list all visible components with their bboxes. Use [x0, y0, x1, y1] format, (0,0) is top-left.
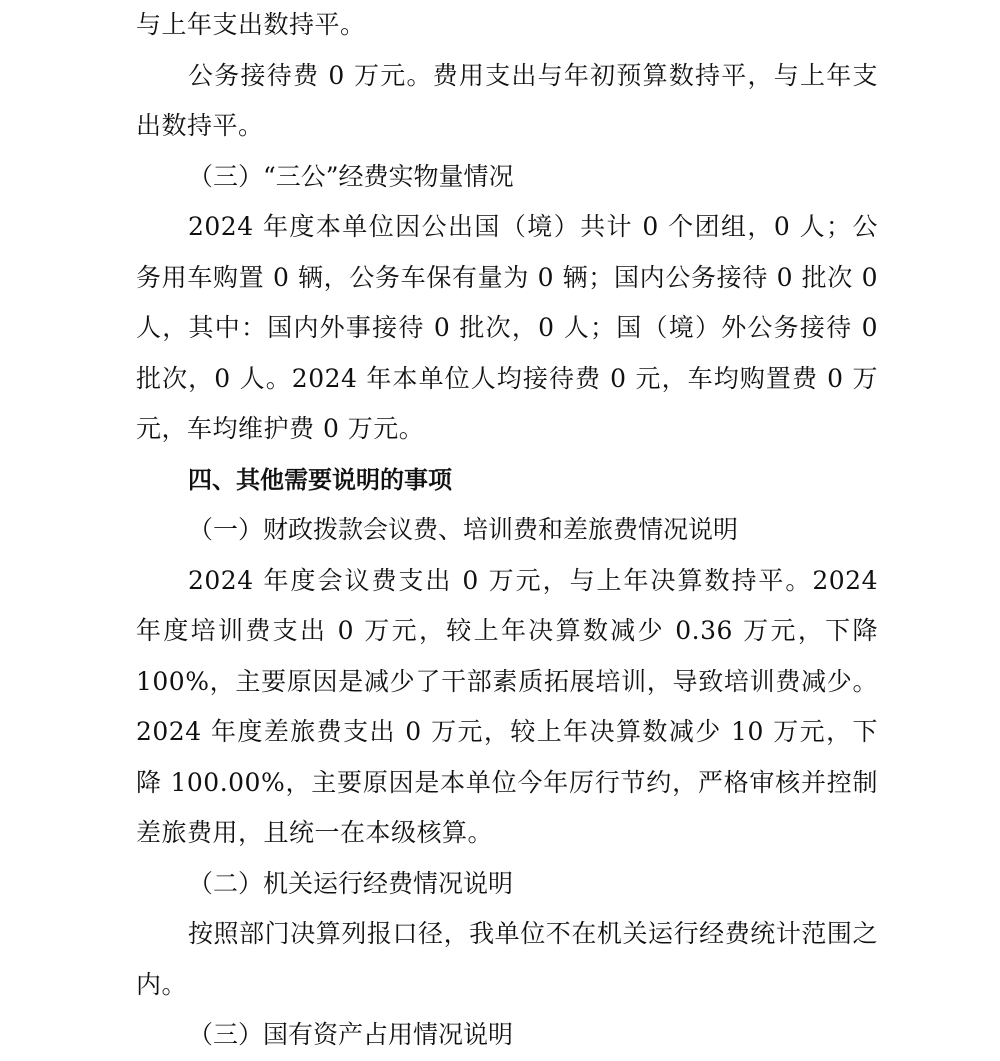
paragraph-reception-fee: 公务接待费 0 万元。费用支出与年初预算数持平，与上年支出数持平。: [136, 60, 878, 140]
paragraph-meeting-training-travel: 2024 年度会议费支出 0 万元，与上年决算数持平。2024 年度培训费支出 0 万元，较上年决算数减少 0.36 万元，下降 100%，主要原因是减少了干部素质拓展培训，导致培训费减少。2024 年度差旅费支出 0 万元，较上年决算数减少 10 万元，下降 100.00%，主要原因是本单位今年厉行节约，严格审核并控制差旅费用，且统一在本级核算。: [136, 565, 878, 847]
paragraph-operating-expenses: 按照部门决算列报口径，我单位不在机关运行经费统计范围之内。: [136, 919, 878, 999]
heading-other-matters: 四、其他需要说明的事项: [188, 465, 452, 494]
paragraph-physical-quantity: 2024 年度本单位因公出国（境）共计 0 个团组，0 人；公务用车购置 0 辆，公务车保有量为 0 辆；国内公务接待 0 批次 0 人，其中：国内外事接待 0 批次，0 人；国（境）外公务接待 0 批次，0 人。2024 年本单位人均接待费 0 元，车均购置费 0 万元，车均维护费 0 万元。: [136, 212, 878, 443]
paragraph-continuation: 与上年支出数持平。: [136, 10, 366, 39]
subheading-three-public-physical: （三）“三公”经费实物量情况: [188, 161, 514, 191]
subheading-state-assets: （三）国有资产占用情况说明: [188, 1020, 514, 1049]
document-page: [136, 0, 878, 1061]
subheading-meeting-training-travel: （一）财政拨款会议费、培训费和差旅费情况说明: [188, 515, 739, 544]
subheading-operating-expenses: （二）机关运行经费情况说明: [188, 868, 514, 898]
